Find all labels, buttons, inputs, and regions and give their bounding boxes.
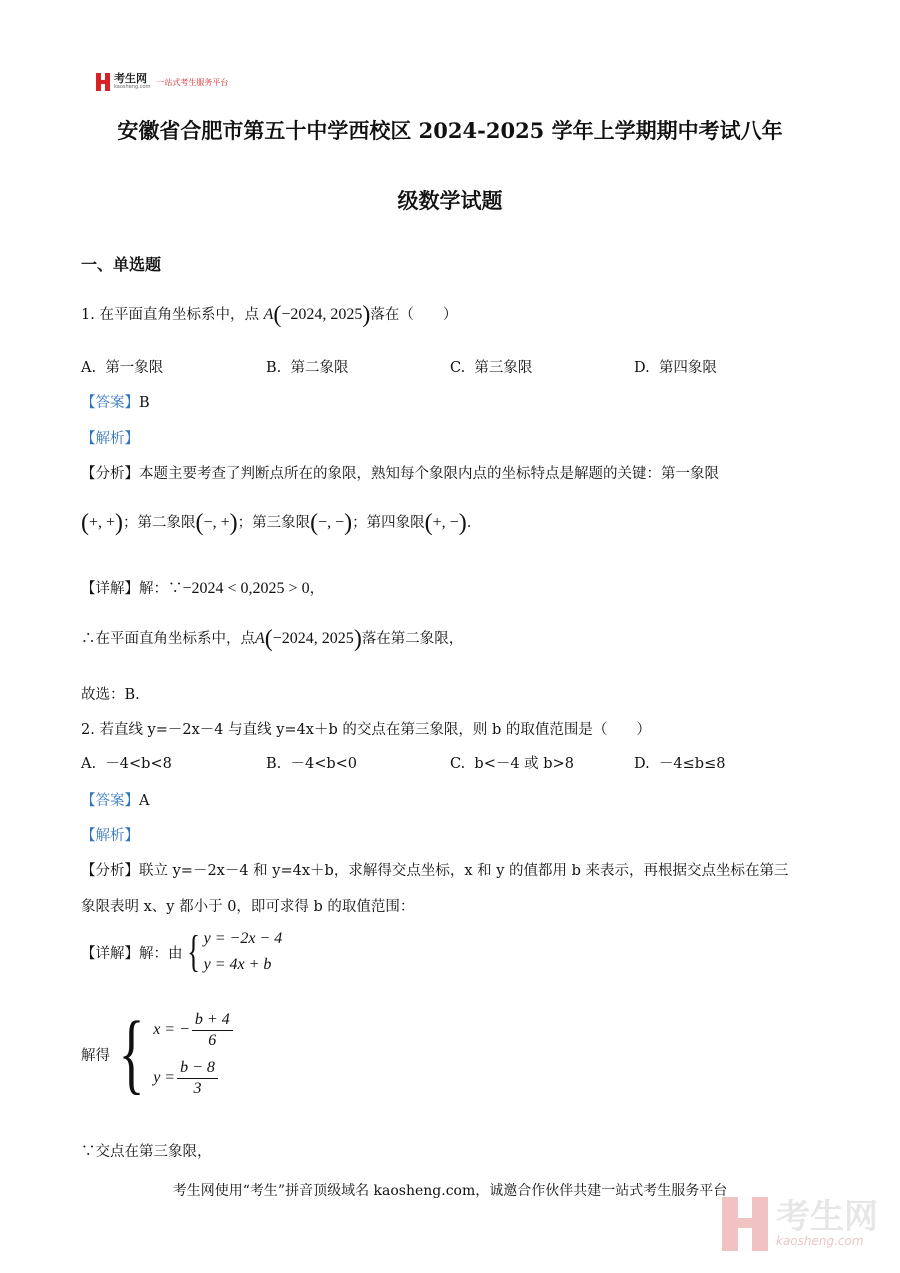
answer-tag: 【答案】	[81, 793, 139, 809]
answer-value: B	[139, 395, 150, 411]
q1-option-c[interactable]: C. 第三象限	[450, 360, 533, 376]
q2-option-b[interactable]: B. －4<b<0	[266, 756, 358, 772]
q1-therefore: ∴在平面直角坐标系中，点A(−2024, 2025)落在第二象限，	[81, 626, 464, 652]
q1-coords: −2024, 2025	[281, 306, 363, 323]
section-heading: 一、单选题	[81, 255, 162, 274]
q2-option-d[interactable]: D. －4≤b≤8	[634, 756, 726, 772]
q2-detail: 【详解】解：由 { y = −2x − 4 y = 4x + b	[81, 927, 283, 976]
watermark-name: 考生网	[776, 1197, 878, 1237]
q2-because: ∵交点在第三象限，	[81, 1144, 212, 1160]
solution-y-frac: $\frac{b - 8}{3}$	[177, 1058, 218, 1099]
q2-option-a[interactable]: A. －4<b<8	[81, 756, 172, 772]
system-brace: {	[186, 927, 200, 976]
q1-option-d[interactable]: D. 第四象限	[634, 360, 717, 376]
q1-detail: 【详解】解：∵−2024 < 0,2025 > 0，	[81, 580, 325, 597]
q1-point: A	[263, 306, 274, 323]
sign-q2: −, +	[203, 514, 230, 531]
q1-analysis-tag: 【解析】	[81, 431, 139, 447]
q2-fenxi-line2: 象限表明 x、y 都小于 0，即可求得 b 的取值范围：	[81, 899, 415, 915]
q1-fenxi: 【分析】本题主要考查了判断点所在的象限，熟知每个象限内点的坐标特点是解题的关键：第一象限	[81, 466, 719, 482]
q1-option-b[interactable]: B. 第二象限	[266, 360, 349, 376]
q2-stem: 2. 若直线 y=－2x－4 与直线 y=4x＋b 的交点在第三象限，则 b 的取值范围是（ ）	[81, 722, 651, 738]
q2-option-c[interactable]: C. b<－4 或 b>8	[450, 756, 574, 772]
q2-solution: 解得 { x = − $\frac{b + 4}{6}$ y = $\frac{b - 8}{3}$	[81, 1006, 233, 1102]
page-footer: 考生网使用“考生”拼音顶级域名 kaosheng.com，诚邀合作伙伴共建一站式考生服务平台	[172, 1183, 728, 1199]
q1-option-a[interactable]: A. 第一象限	[81, 360, 164, 376]
q1-paren-close: )	[362, 302, 371, 328]
q1-stem-suffix: 落在（ ）	[370, 307, 458, 323]
solution-brace: {	[118, 1004, 145, 1103]
q1-stem	[81, 302, 457, 329]
answer-value: A	[139, 793, 150, 809]
watermark	[722, 1197, 878, 1251]
q2-analysis-tag: 【解析】	[81, 828, 139, 844]
q1-choose: 故选：B.	[81, 687, 140, 703]
sign-q4: +, −	[432, 514, 459, 531]
doc-title-line1: 安徽省合肥市第五十中学西校区 2024-2025 学年上学期期中考试八年	[117, 118, 783, 143]
kaosheng-logo-icon	[96, 73, 110, 91]
logo-domain: kaosheng.com	[114, 83, 151, 90]
answer-tag: 【答案】	[81, 395, 139, 411]
q2-fenxi-line1: 【分析】联立 y=－2x－4 和 y=4x＋b，求解得交点坐标，x 和 y 的值都用 b 来表示，再根据交点坐标在第三	[81, 863, 789, 879]
doc-title-line2: 级数学试题	[397, 188, 503, 213]
watermark-logo-icon	[722, 1197, 770, 1251]
solution-x-frac: $\frac{b + 4}{6}$	[192, 1010, 233, 1051]
system-eq2: y = 4x + b	[203, 956, 272, 973]
watermark-domain: kaosheng.com	[776, 1234, 864, 1248]
q1-stem-prefix: 1. 在平面直角坐标系中，点	[81, 307, 259, 323]
solution-x-lhs: x = −	[153, 1021, 190, 1038]
logo-name: 考生网	[114, 71, 147, 85]
q1-detail-math: −2024 < 0,2025 > 0	[182, 580, 310, 597]
logo-slogan: 一站式考生服务平台	[156, 77, 229, 87]
q1-answer	[81, 391, 150, 412]
system-eq1: y = −2x − 4	[203, 930, 283, 947]
solution-y-lhs: y =	[153, 1069, 176, 1086]
q1-quadrant-signs: (+, +)；第二象限(−, +)；第三象限(−, −)；第四象限(+, −).	[81, 510, 472, 536]
sign-q1: +, +	[89, 514, 116, 531]
q1-paren-open: (	[273, 302, 282, 328]
sign-q3: −, −	[318, 514, 345, 531]
header-logo[interactable]	[96, 73, 228, 91]
q2-answer	[81, 789, 149, 810]
